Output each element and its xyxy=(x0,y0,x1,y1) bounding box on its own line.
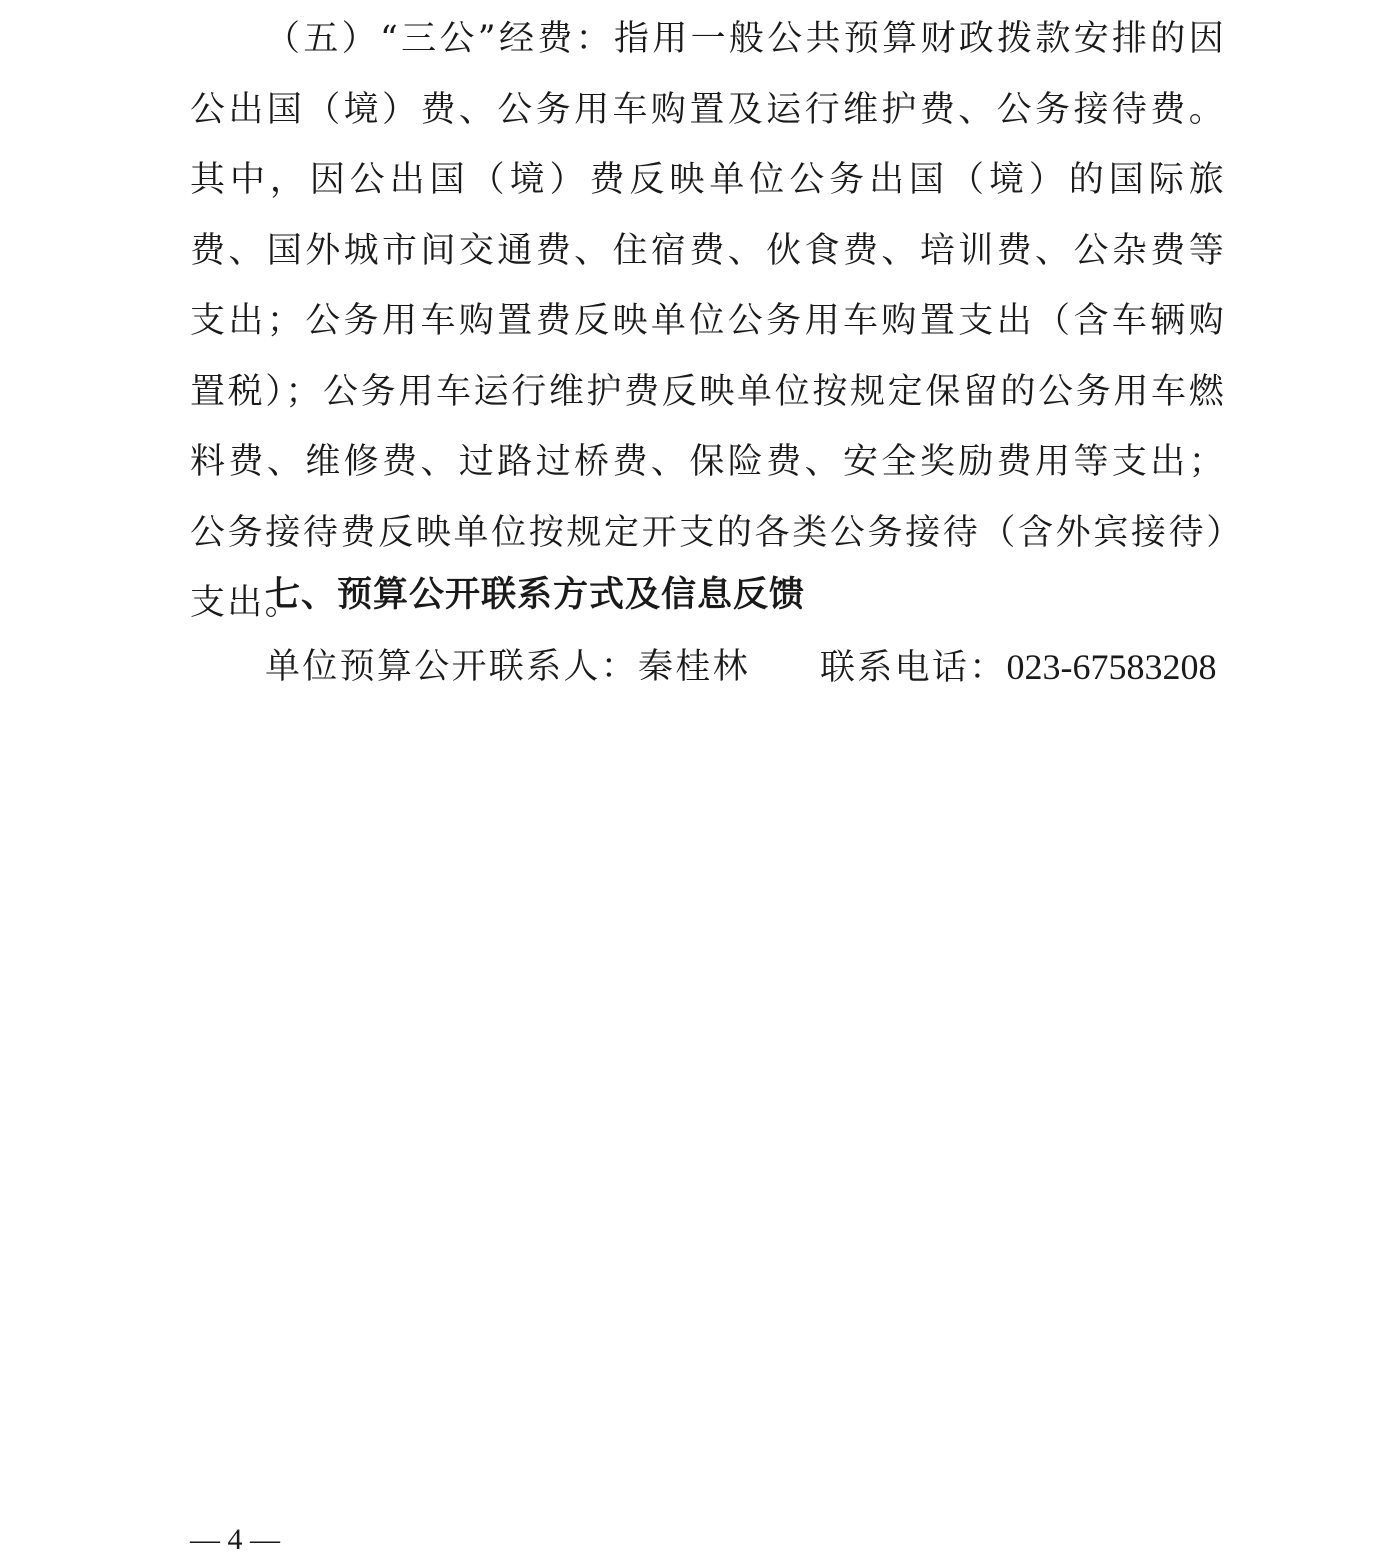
contact-phone-number: 023-67583208 xyxy=(1006,647,1217,687)
three-public-expenses-paragraph: （五）“三公”经费：指用一般公共预算财政拨款安排的因公出国（境）费、公务用车购置及运行维护费、公务接待费。其中，因公出国（境）费反映单位公务出国（境）的国际旅费、国外城市间交通费、住宿费、伙食费、培训费、公杂费等支出；公务用车购置费反映单位公务用车购置支出（含车辆购置税）；公务用车运行维护费反映单位按规定保留的公务用车燃料费、维修费、过路过桥费、保险费、安全奖励费用等支出；公务接待费反映单位按规定开支的各类公务接待（含外宾接待）支出。 xyxy=(190,19,1226,623)
page-number: — 4 — xyxy=(190,1523,280,1556)
contact-person-name: 秦桂林 xyxy=(638,647,750,687)
contact-phone-label: 联系电话： xyxy=(820,648,1007,688)
contact-line xyxy=(265,632,1225,702)
section-heading-contact-feedback: 七、预算公开联系方式及信息反馈 xyxy=(265,575,806,615)
contact-person-label: 单位预算公开联系人： xyxy=(265,647,639,687)
contact-phone xyxy=(820,632,1217,703)
contact-person xyxy=(265,632,750,702)
